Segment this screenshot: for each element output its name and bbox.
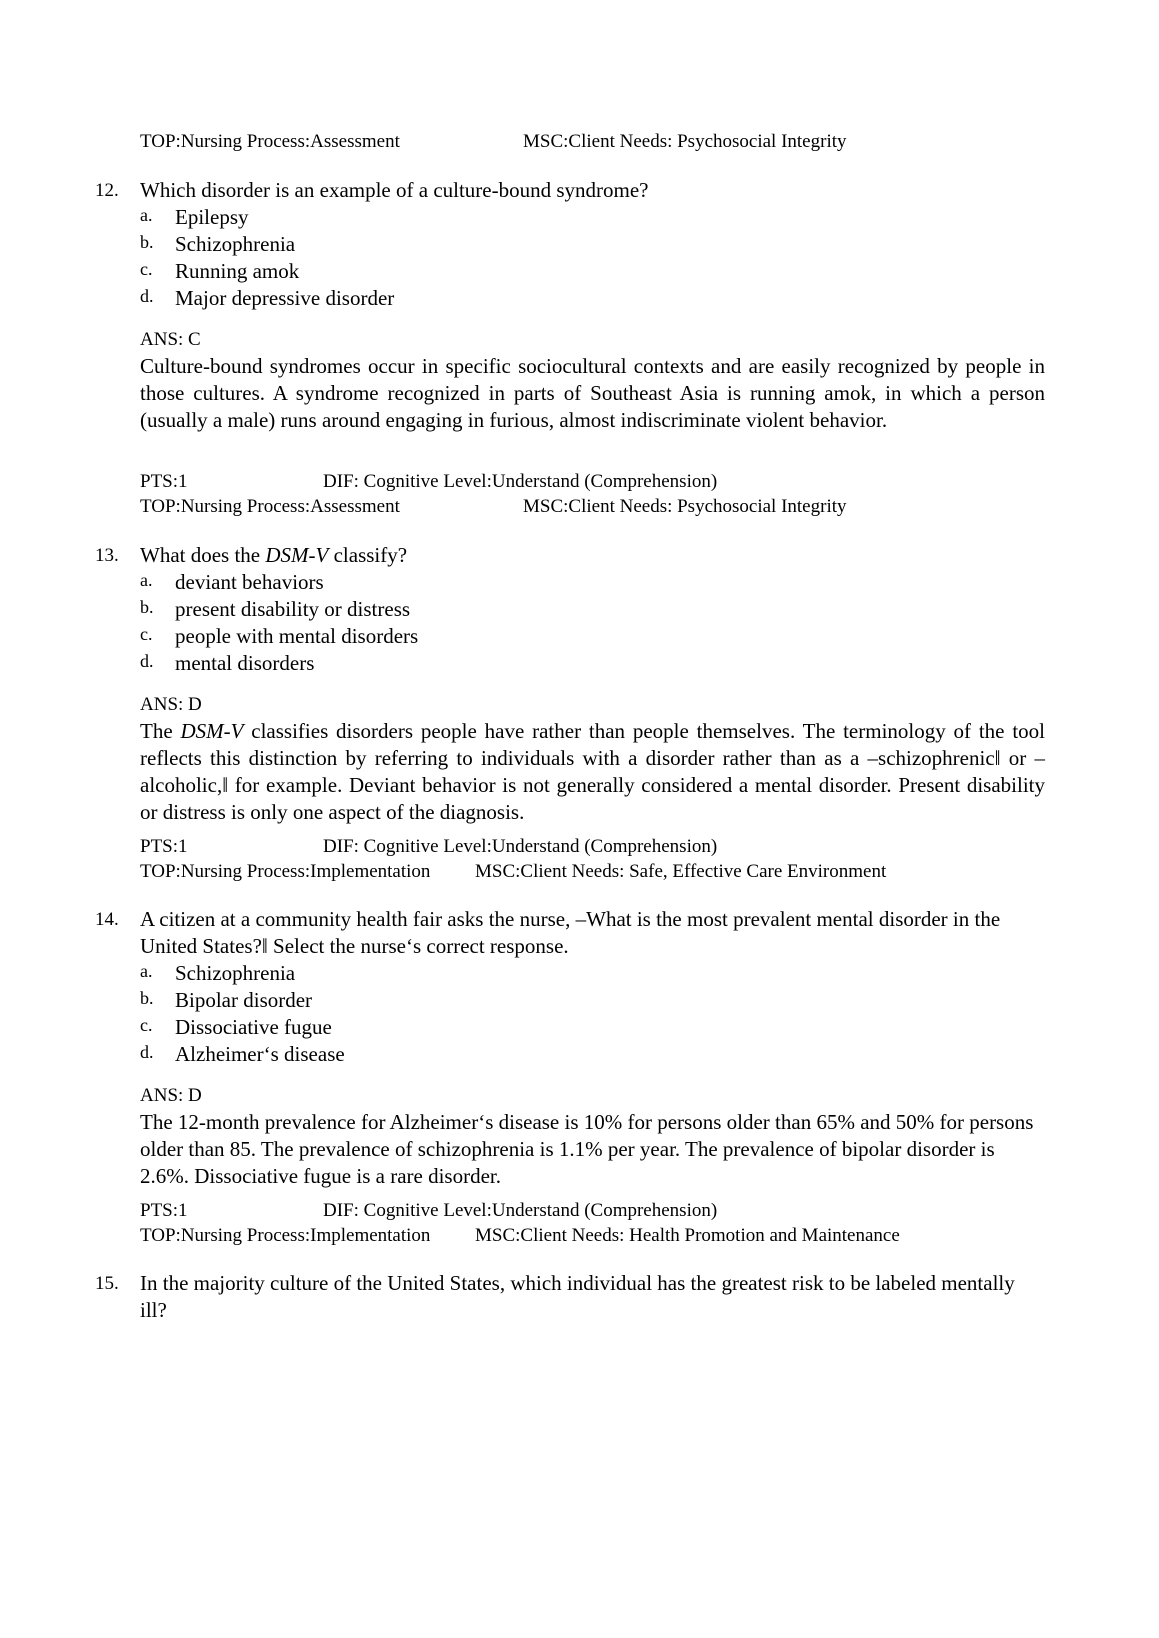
q11-meta-line (140, 130, 847, 154)
rationale-text: classifies disorders people have rather than people themselves. The terminology of the tool reflects this distinction by referring to individuals with a disorder rather than as a –schizophrenic‖ or –alcoholic,‖ for example. Deviant behavior is not generally considered a mental disorder. Present disability or distress is only one aspect of the diagnosis. (140, 719, 1045, 824)
option-text: Dissociative fugue (175, 1015, 332, 1039)
question-14 (95, 906, 1055, 1190)
rationale: Culture-bound syndromes occur in specific sociocultural contexts and are easily recognized by people in those cultures. A syndrome recognized in parts of Southeast Asia is running amok, in which a person (usually a male) runs around engaging in furious, almost indiscriminate violent behavior. (140, 354, 1045, 432)
option-b (140, 987, 1055, 1014)
option-c (140, 1014, 1055, 1041)
client-needs: MSC:Client Needs: Psychosocial Integrity (523, 496, 847, 517)
q12-meta-line-2 (140, 495, 847, 519)
option-a (140, 569, 1055, 596)
option-letter: d. (140, 651, 154, 671)
rationale-text: The (140, 719, 181, 743)
question-number: 14. (95, 909, 119, 930)
option-letter: b. (140, 232, 154, 252)
option-a (140, 960, 1055, 987)
question-15 (95, 1270, 1055, 1324)
client-needs: MSC:Client Needs: Health Promotion and Maintenance (475, 1225, 900, 1246)
option-text: deviant behaviors (175, 570, 324, 594)
question-stem: In the majority culture of the United States, which individual has the greatest risk to be labeled mentally ill? (140, 1271, 1015, 1322)
option-letter: a. (140, 205, 153, 225)
question-13 (95, 542, 1055, 826)
client-needs: MSC:Client Needs: Safe, Effective Care Environment (475, 861, 887, 882)
q13-meta-line-2 (140, 860, 887, 884)
option-b (140, 231, 1055, 258)
option-letter: c. (140, 259, 153, 279)
option-d (140, 1041, 1055, 1068)
option-text: Schizophrenia (175, 961, 296, 985)
option-c (140, 258, 1055, 285)
option-text: people with mental disorders (175, 624, 419, 648)
option-letter: a. (140, 570, 153, 590)
option-letter: d. (140, 286, 154, 306)
option-d (140, 285, 1055, 312)
difficulty: DIF: Cognitive Level:Understand (Comprehension) (323, 1200, 718, 1221)
question-stem (140, 542, 1055, 569)
stem-text: What does the (140, 543, 266, 567)
q11-client-needs: MSC:Client Needs: Psychosocial Integrity (523, 131, 847, 152)
answer-options (140, 960, 1055, 1068)
question-stem: A citizen at a community health fair asks the nurse, –What is the most prevalent mental disorder in the United States?‖ Select the nurse‘s correct response. (140, 907, 1001, 958)
option-d (140, 650, 1055, 677)
option-letter: a. (140, 961, 153, 981)
q11-topic: TOP:Nursing Process:Assessment (140, 131, 400, 152)
difficulty: DIF: Cognitive Level:Understand (Comprehension) (323, 471, 718, 492)
option-text: Epilepsy (175, 205, 249, 229)
q14-meta-line-2 (140, 1224, 900, 1248)
question-number: 13. (95, 545, 119, 566)
question-number: 15. (95, 1273, 119, 1294)
rationale: The 12-month prevalence for Alzheimer‘s disease is 10% for persons older than 65% and 50% for persons older than 85. The prevalence of schizophrenia is 1.1% per year. The prevalence of bipolar disorder is 2.6%. Dissociative fugue is a rare disorder. (140, 1110, 1034, 1188)
answer-key: ANS: D (140, 1085, 202, 1106)
answer-key: ANS: C (140, 329, 201, 350)
topic: TOP:Nursing Process:Implementation (140, 1225, 431, 1246)
question-stem: Which disorder is an example of a culture-bound syndrome? (140, 178, 649, 202)
option-text: mental disorders (175, 651, 315, 675)
points: PTS:1 (140, 471, 188, 492)
difficulty: DIF: Cognitive Level:Understand (Comprehension) (323, 836, 718, 857)
answer-options (140, 569, 1055, 677)
option-letter: b. (140, 988, 154, 1008)
stem-italic-title: DSM-V (265, 543, 329, 567)
question-number: 12. (95, 180, 119, 201)
q13-meta-line-1 (140, 835, 718, 859)
option-text: Bipolar disorder (175, 988, 313, 1012)
q14-meta-line-1 (140, 1199, 718, 1223)
option-text: Schizophrenia (175, 232, 296, 256)
stem-text: classify? (328, 543, 408, 567)
topic: TOP:Nursing Process:Assessment (140, 496, 400, 517)
option-text: Alzheimer‘s disease (175, 1042, 345, 1066)
answer-key: ANS: D (140, 694, 202, 715)
option-b (140, 596, 1055, 623)
q12-meta-line-1 (140, 470, 718, 494)
option-letter: d. (140, 1042, 154, 1062)
option-c (140, 623, 1055, 650)
option-letter: c. (140, 624, 153, 644)
option-text: Major depressive disorder (175, 286, 395, 310)
option-letter: b. (140, 597, 154, 617)
option-a (140, 204, 1055, 231)
option-text: present disability or distress (175, 597, 411, 621)
topic: TOP:Nursing Process:Implementation (140, 861, 431, 882)
points: PTS:1 (140, 1200, 188, 1221)
rationale (140, 718, 1045, 826)
option-text: Running amok (175, 259, 300, 283)
option-letter: c. (140, 1015, 153, 1035)
points: PTS:1 (140, 836, 188, 857)
question-12 (95, 177, 1055, 434)
answer-options (140, 204, 1055, 312)
rationale-italic-title: DSM-V (180, 719, 244, 743)
